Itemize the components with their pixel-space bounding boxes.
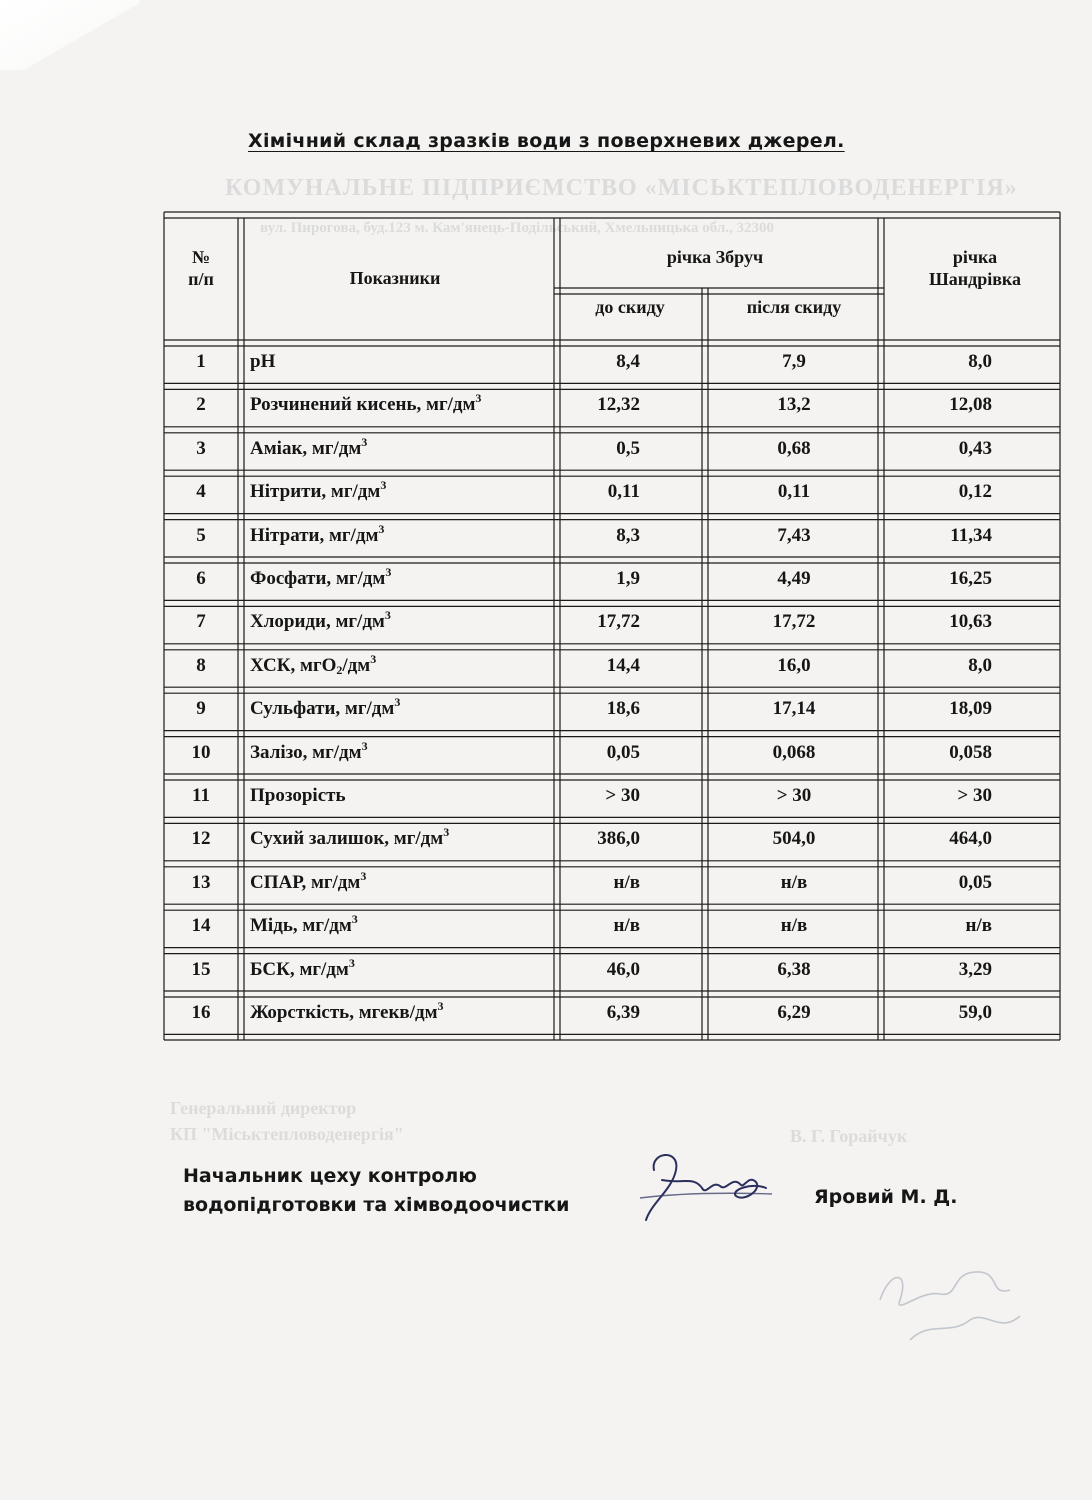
indicator-unit: мг/дм bbox=[326, 481, 381, 503]
value-shandrivka: 0,43 bbox=[958, 437, 992, 459]
value-zbruch-before: 1,9 bbox=[616, 568, 640, 589]
indicator-label: Нітрати, bbox=[250, 524, 325, 546]
indicator-name bbox=[250, 912, 358, 937]
value-zbruch-before: н/в bbox=[613, 871, 640, 893]
indicator-unit: мг/дм bbox=[306, 871, 361, 893]
indicator-label: Залізо, bbox=[250, 741, 308, 763]
value-zbruch-after: 16,0 bbox=[777, 654, 811, 676]
row-number: 16 bbox=[191, 1002, 211, 1023]
document-title: Хімічний склад зразків води з поверхневих джерел. bbox=[248, 130, 845, 152]
indicator-label: Сульфати, bbox=[250, 698, 341, 720]
header-before-discharge: до скиду bbox=[595, 297, 665, 317]
row-number: 10 bbox=[191, 741, 211, 763]
value-shandrivka: 16,25 bbox=[949, 568, 992, 589]
unit-superscript: 3 bbox=[351, 912, 358, 927]
indicator-name bbox=[250, 785, 346, 807]
value-zbruch-after: 6,29 bbox=[777, 1002, 811, 1023]
row-number: 1 bbox=[196, 351, 206, 372]
value-shandrivka: 18,09 bbox=[949, 698, 992, 720]
value-shandrivka: 0,12 bbox=[958, 481, 992, 503]
value-zbruch-before: 46,0 bbox=[606, 958, 640, 980]
header-shandrivka: річка Шандрівка bbox=[928, 247, 1022, 289]
indicator-label: Жорсткість, bbox=[250, 1002, 354, 1023]
value-zbruch-before: н/в bbox=[613, 915, 640, 937]
row-number: 14 bbox=[191, 915, 211, 937]
row-number: 2 bbox=[196, 394, 206, 416]
indicator-unit: мгекв/дм bbox=[353, 1002, 438, 1023]
bleed-director-name: В. Г. Горайчук bbox=[790, 1126, 908, 1146]
page-corner-fold bbox=[0, 0, 140, 70]
signatory-position bbox=[183, 1162, 569, 1220]
row-number: 5 bbox=[196, 524, 206, 546]
indicator-label: ХСК, bbox=[250, 654, 296, 676]
row-number: 4 bbox=[196, 481, 206, 503]
row-number: 7 bbox=[196, 611, 206, 633]
indicator-label: Сухий залишок, bbox=[250, 828, 390, 850]
indicator-label: Хлориди, bbox=[250, 611, 331, 633]
value-zbruch-before: 0,05 bbox=[606, 741, 640, 763]
bleed-letterhead: КОМУНАЛЬНЕ ПІДПРИЄМСТВО «МІСЬКТЕПЛОВОДЕНЕРГІЯ» bbox=[225, 175, 1018, 201]
value-shandrivka: 59,0 bbox=[958, 1002, 992, 1023]
position-line-1: Начальник цеху контролю bbox=[183, 1165, 477, 1187]
value-shandrivka: 0,058 bbox=[949, 741, 992, 763]
unit-superscript: 3 bbox=[475, 391, 482, 406]
row-number: 15 bbox=[191, 958, 211, 980]
indicator-unit: мг/дм bbox=[294, 958, 349, 980]
unit-superscript: 3 bbox=[394, 695, 401, 710]
value-shandrivka: н/в bbox=[965, 915, 992, 937]
indicator-name bbox=[250, 955, 355, 981]
value-shandrivka: 3,29 bbox=[958, 958, 992, 980]
value-zbruch-before: 8,4 bbox=[616, 351, 640, 372]
indicator-unit-tail: /дм bbox=[342, 654, 371, 676]
value-zbruch-before: 18,6 bbox=[606, 698, 640, 720]
header-zbruch: річка Збруч bbox=[666, 247, 764, 267]
indicator-name bbox=[250, 608, 391, 633]
indicator-name bbox=[250, 351, 275, 373]
indicator-label: СПАР, bbox=[250, 871, 307, 893]
value-shandrivka: 12,08 bbox=[949, 394, 992, 416]
indicator-label: БСК, bbox=[250, 958, 295, 980]
indicator-name bbox=[250, 738, 368, 764]
unit-superscript: 3 bbox=[370, 651, 377, 666]
indicator-name bbox=[250, 999, 444, 1024]
indicator-unit: мг/дм bbox=[330, 611, 385, 633]
bleed-director: Генеральний директор bbox=[170, 1098, 357, 1118]
indicator-name bbox=[250, 478, 387, 503]
value-zbruch-before: > 30 bbox=[605, 785, 640, 806]
value-zbruch-after: > 30 bbox=[776, 785, 812, 806]
unit-superscript: 3 bbox=[437, 999, 444, 1013]
position-line-2: водопідготовки та хімводоочистки bbox=[183, 1194, 570, 1216]
header-indicators: Показники bbox=[349, 268, 441, 288]
unit-superscript: 3 bbox=[360, 868, 367, 883]
bleed-address: вул. Пирогова, буд.123 м. Кам'янець-Подільський, Хмельницька обл., 32300 bbox=[260, 220, 775, 236]
value-zbruch-before: 0,11 bbox=[607, 481, 640, 503]
indicator-label: Розчинений кисень, bbox=[250, 394, 422, 416]
value-zbruch-before: 17,72 bbox=[597, 611, 640, 633]
value-shandrivka: 10,63 bbox=[949, 611, 992, 633]
indicator-label: pH bbox=[250, 351, 276, 372]
value-zbruch-before: 12,32 bbox=[597, 394, 640, 416]
unit-subscript: 2 bbox=[336, 662, 343, 677]
unit-superscript: 3 bbox=[378, 521, 385, 536]
handwritten-note-scribble bbox=[860, 1250, 1040, 1360]
value-shandrivka: 0,05 bbox=[958, 871, 992, 893]
value-zbruch-after: н/в bbox=[780, 871, 808, 893]
indicator-label: Нітрити, bbox=[250, 481, 327, 503]
indicator-label: Мідь, bbox=[250, 915, 298, 937]
indicator-unit: мг/дм bbox=[324, 524, 379, 546]
value-shandrivka: 464,0 bbox=[949, 828, 992, 850]
indicator-unit: мг/дм bbox=[389, 828, 444, 850]
unit-superscript: 3 bbox=[384, 608, 391, 623]
value-zbruch-before: 6,39 bbox=[606, 1002, 640, 1023]
value-zbruch-after: 0,11 bbox=[777, 481, 811, 503]
row-number: 3 bbox=[196, 437, 206, 459]
indicator-name bbox=[250, 391, 482, 416]
value-zbruch-after: 17,14 bbox=[772, 698, 816, 720]
indicator-label: Аміак, bbox=[250, 437, 308, 459]
unit-superscript: 3 bbox=[380, 478, 387, 493]
indicator-name bbox=[250, 651, 377, 677]
indicator-name bbox=[250, 825, 450, 850]
bleed-company: КП "Міськтепловоденергія" bbox=[170, 1124, 404, 1144]
unit-superscript: 3 bbox=[385, 565, 392, 579]
value-zbruch-after: 17,72 bbox=[772, 611, 816, 633]
value-zbruch-after: 0,068 bbox=[772, 741, 816, 763]
value-zbruch-after: 13,2 bbox=[777, 394, 811, 416]
row-number: 13 bbox=[191, 871, 211, 893]
indicator-label: Фосфати, bbox=[250, 568, 332, 589]
indicator-unit: мг/дм bbox=[307, 741, 362, 763]
value-shandrivka: 8,0 bbox=[968, 654, 992, 676]
bleed-director-block bbox=[170, 1095, 907, 1149]
value-shandrivka: 11,34 bbox=[950, 524, 992, 546]
value-zbruch-before: 386,0 bbox=[597, 828, 640, 850]
indicator-unit: мгО bbox=[295, 654, 337, 676]
indicator-unit: мг/дм bbox=[421, 394, 476, 416]
row-number: 8 bbox=[196, 654, 206, 676]
signer-name: Яровий М. Д. bbox=[814, 1186, 958, 1208]
value-zbruch-after: 504,0 bbox=[772, 828, 816, 850]
value-zbruch-after: 7,9 bbox=[782, 351, 806, 372]
row-number: 11 bbox=[192, 785, 210, 806]
value-zbruch-before: 8,3 bbox=[616, 524, 640, 546]
indicator-name bbox=[250, 868, 367, 894]
unit-superscript: 3 bbox=[348, 955, 355, 970]
unit-superscript: 3 bbox=[361, 738, 368, 753]
value-zbruch-before: 14,4 bbox=[606, 654, 640, 676]
value-zbruch-after: 6,38 bbox=[777, 958, 811, 980]
header-after-discharge: після скиду bbox=[746, 297, 842, 317]
indicator-name bbox=[250, 695, 401, 720]
row-number: 12 bbox=[191, 828, 211, 850]
indicator-name bbox=[250, 434, 368, 460]
value-zbruch-after: н/в bbox=[780, 915, 808, 937]
row-number: 6 bbox=[196, 568, 206, 589]
value-shandrivka: > 30 bbox=[957, 785, 992, 806]
value-shandrivka: 8,0 bbox=[968, 351, 992, 372]
indicator-unit: мг/дм bbox=[297, 915, 352, 937]
handwritten-signature bbox=[632, 1140, 782, 1230]
indicator-unit: мг/дм bbox=[331, 568, 386, 589]
unit-superscript: 3 bbox=[361, 434, 368, 449]
value-zbruch-before: 0,5 bbox=[616, 437, 640, 459]
value-zbruch-after: 7,43 bbox=[777, 524, 811, 546]
header-number: № п/п bbox=[188, 247, 214, 289]
indicator-name bbox=[250, 565, 392, 590]
indicator-name bbox=[250, 521, 385, 547]
indicator-unit: мг/дм bbox=[340, 698, 395, 720]
unit-superscript: 3 bbox=[443, 825, 450, 840]
value-zbruch-after: 4,49 bbox=[777, 568, 811, 589]
indicator-label: Прозорість bbox=[250, 785, 346, 806]
indicator-unit: мг/дм bbox=[307, 437, 362, 459]
row-number: 9 bbox=[196, 698, 206, 720]
value-zbruch-after: 0,68 bbox=[777, 437, 811, 459]
